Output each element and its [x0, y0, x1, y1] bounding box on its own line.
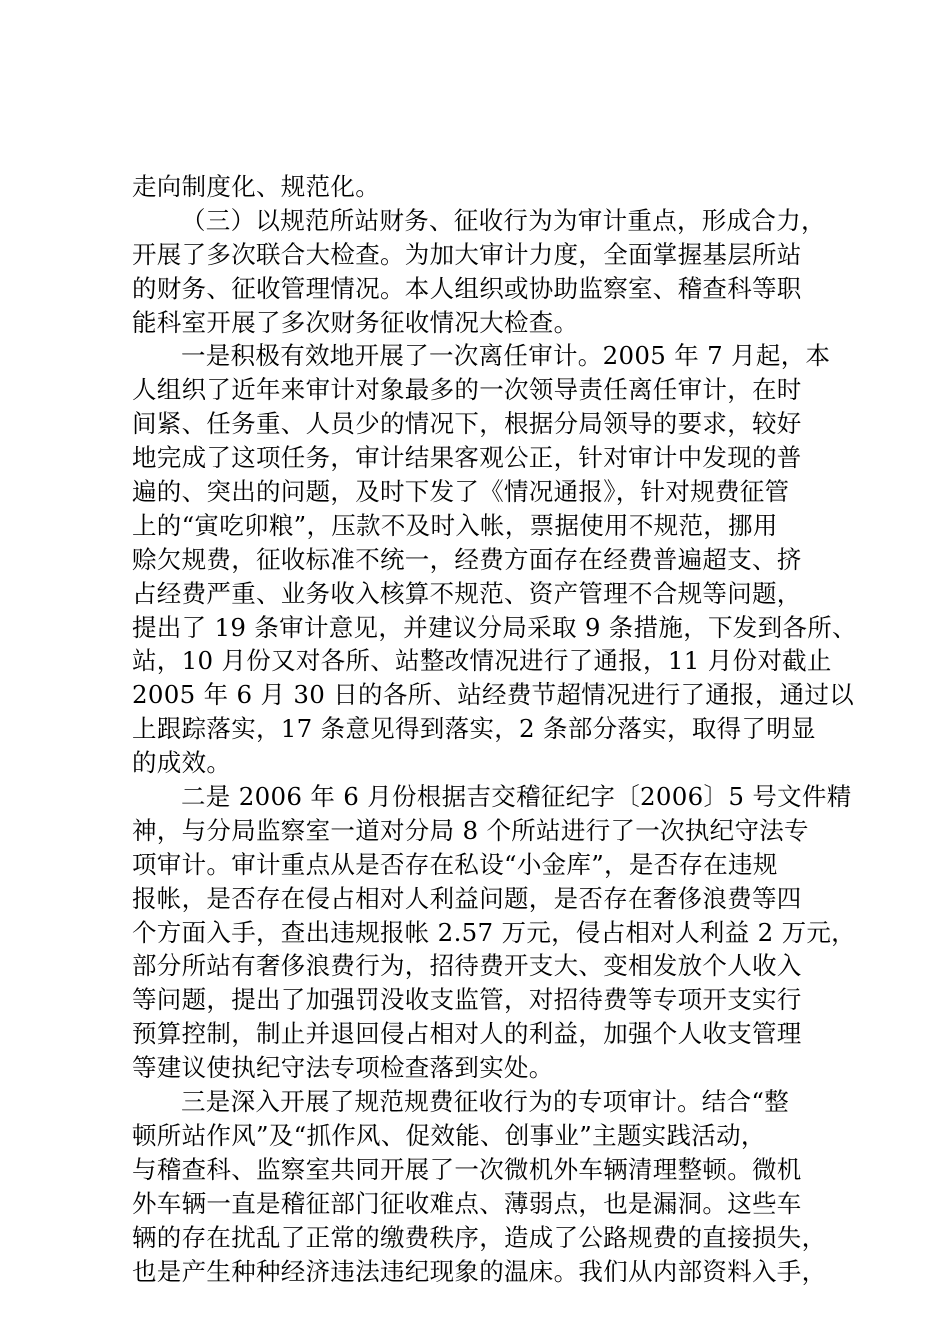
text-line: 遍的、突出的问题，及时下发了《情况通报》，针对规费征管: [132, 477, 790, 507]
text-line: 2005 年 6 月 30 日的各所、站经费节超情况进行了通报，通过以: [132, 680, 855, 710]
text-line: 预算控制，制止并退回侵占相对人的利益，加强个人收支管理: [132, 1019, 802, 1049]
text-line: （三）以规范所站财务、征收行为为审计重点，形成合力，: [181, 205, 826, 235]
text-line: 站，10 月份又对各所、站整改情况进行了通报，11 月份对截止: [132, 646, 832, 676]
text-line: 间紧、任务重、人员少的情况下，根据分局领导的要求，较好: [132, 409, 802, 439]
text-line: 能科室开展了多次财务征收情况大检查。: [132, 307, 579, 337]
text-line: 上的“寅吃卯粮”，压款不及时入帐，票据使用不规范，挪用: [132, 510, 778, 540]
text-line: 开展了多次联合大检查。为加大审计力度，全面掌握基层所站: [132, 239, 802, 269]
text-line: 等建议使执纪守法专项检查落到实处。: [132, 1053, 554, 1083]
document-body: [132, 170, 857, 1288]
text-line: 外车辆一直是稽征部门征收难点、薄弱点，也是漏洞。这些车: [132, 1188, 802, 1218]
text-line: 顿所站作风”及“抓作风、促效能、创事业”主题实践活动，: [132, 1120, 766, 1150]
text-line: 报帐，是否存在侵占相对人利益问题，是否存在奢侈浪费等四: [132, 883, 802, 913]
text-line: 的财务、征收管理情况。本人组织或协助监察室、稽查科等职: [132, 273, 802, 303]
text-line: 部分所站有奢侈浪费行为，招待费开支大、变相发放个人收入: [132, 951, 802, 981]
text-line: 与稽查科、监察室共同开展了一次微机外车辆清理整顿。微机: [132, 1154, 802, 1184]
text-line: 赊欠规费，征收标准不统一，经费方面存在经费普遍超支、挤: [132, 544, 802, 574]
text-line: 占经费严重、业务收入核算不规范、资产管理不合规等问题，: [132, 578, 802, 608]
text-line: 二是 2006 年 6 月份根据吉交稽征纪字〔2006〕5 号文件精: [181, 782, 852, 812]
text-line: 走向制度化、规范化。: [132, 172, 380, 201]
text-line: 项审计。审计重点从是否存在私设“小金库”，是否存在违规: [132, 849, 778, 879]
text-line: 地完成了这项任务，审计结果客观公正，针对审计中发现的普: [132, 443, 802, 473]
text-line: 个方面入手，查出违规报帐 2.57 万元，侵占相对人利益 2 万元，: [132, 917, 856, 947]
text-line: 的成效。: [132, 748, 232, 778]
text-line: 辆的存在扰乱了正常的缴费秩序，造成了公路规费的直接损失，: [132, 1222, 827, 1252]
text-line: 三是深入开展了规范规费征收行为的专项审计。结合“整: [181, 1087, 790, 1117]
text-line: 提出了 19 条审计意见，并建议分局采取 9 条措施，下发到各所、: [132, 612, 857, 642]
text-line: 一是积极有效地开展了一次离任审计。2005 年 7 月起，本: [181, 341, 831, 371]
text-line: 上跟踪落实，17 条意见得到落实，2 条部分落实，取得了明显: [132, 714, 816, 744]
text-line: 人组织了近年来审计对象最多的一次领导责任离任审计，在时: [132, 375, 802, 405]
text-line: 神，与分局监察室一道对分局 8 个所站进行了一次执纪守法专: [132, 815, 809, 845]
text-line: 也是产生种种经济违法违纪现象的温床。我们从内部资料入手，: [132, 1256, 827, 1286]
text-line: 等问题，提出了加强罚没收支监管，对招待费等专项开支实行: [132, 985, 802, 1015]
